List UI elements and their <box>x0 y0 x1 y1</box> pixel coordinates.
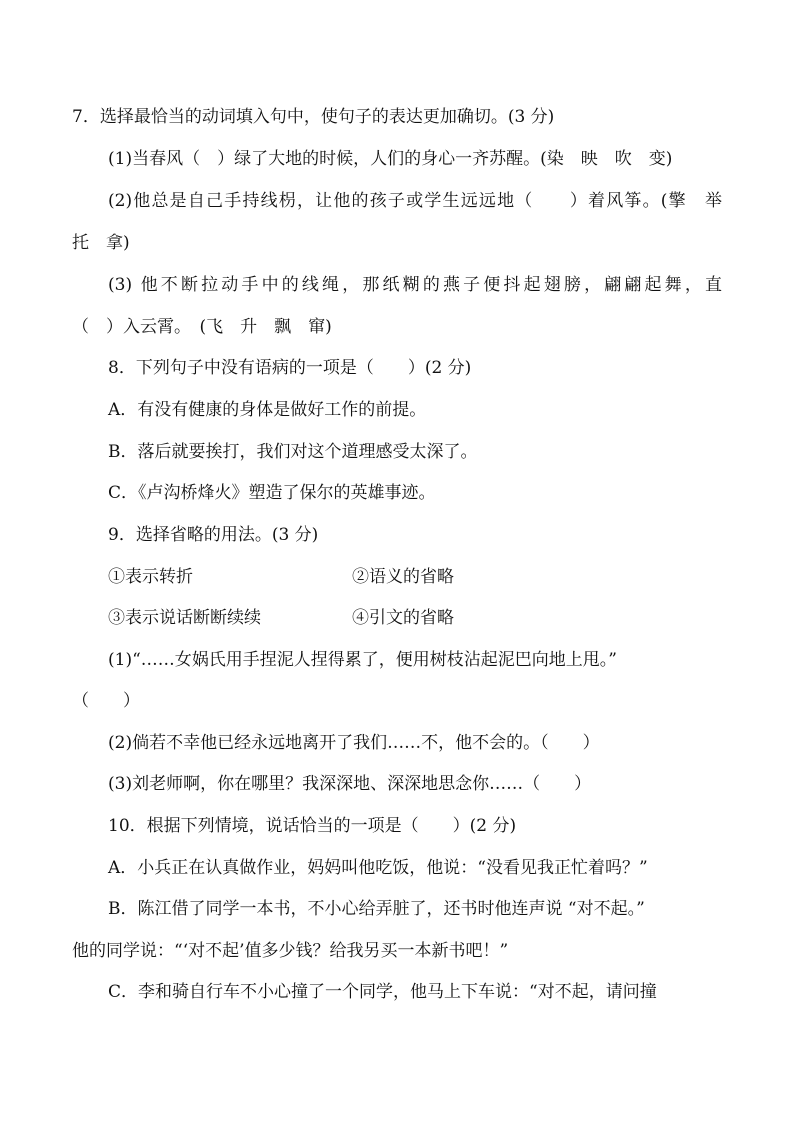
q10-option-b-line-1: B．陈江借了同学一本书，不小心给弄脏了，还书时他连声说 “对不起。” <box>108 899 645 919</box>
q7-sentence-3-line-1: (3) 他不断拉动手中的线绳，那纸糊的燕子便抖起翅膀，翩翩起舞，直 <box>108 275 722 295</box>
q10-option-c-line-1: C．李和骑自行车不小心撞了一个同学，他马上下车说：“对不起，请问撞 <box>108 982 657 1002</box>
q9-choice-4: ④引文的省略 <box>352 608 454 628</box>
q7-sentence-2-line-1: (2)他总是自己手持线枴，让他的孩子或学生远远地（ ）着风筝。(擎 举 <box>108 191 722 211</box>
q7-stem: 7．选择最恰当的动词填入句中，使句子的表达更加确切。(3 分) <box>72 107 555 127</box>
q10-stem: 10．根据下列情境，说话恰当的一项是（ ）(2 分) <box>108 816 517 836</box>
q9-sentence-1-line-1: (1)“……女娲氏用手捏泥人捏得累了，便用树枝沾起泥巴向地上甩。” <box>108 650 617 670</box>
q8-option-c: C．《卢沟桥烽火》塑造了保尔的英雄事迹。 <box>108 483 436 503</box>
q9-sentence-2: (2)倘若不幸他已经永远地离开了我们……不，他不会的。（ ） <box>108 733 600 753</box>
q9-sentence-3: (3)刘老师啊，你在哪里？我深深地、深深地思念你……（ ） <box>108 774 592 794</box>
q8-option-b: B．落后就要挨打，我们对这个道理感受太深了。 <box>108 442 478 462</box>
q7-sentence-1: (1)当春风（ ）绿了大地的时候，人们的身心一齐苏醒。(染 映 吹 变) <box>108 149 673 169</box>
q10-option-a: A．小兵正在认真做作业，妈妈叫他吃饭，他说：“没看见我正忙着吗？” <box>108 858 648 878</box>
q8-option-a: A．有没有健康的身体是做好工作的前提。 <box>108 400 427 420</box>
q9-sentence-1-line-2: （ ） <box>72 691 140 711</box>
q7-sentence-2-line-2: 托 拿) <box>72 233 130 253</box>
q8-stem: 8．下列句子中没有语病的一项是（ ）(2 分) <box>108 358 472 378</box>
q7-sentence-3-line-2: （ ）入云霄。 (飞 升 飘 窜) <box>72 317 332 337</box>
q10-option-b-line-2: 他的同学说：“‘对不起’值多少钱？给我另买一本新书吧！” <box>72 941 509 961</box>
q9-stem: 9．选择省略的用法。(3 分) <box>108 525 319 545</box>
q9-choice-3: ③表示说话断断续续 <box>108 608 261 628</box>
q9-choice-1: ①表示转折 <box>108 567 193 587</box>
q9-choice-2: ②语义的省略 <box>352 567 454 587</box>
